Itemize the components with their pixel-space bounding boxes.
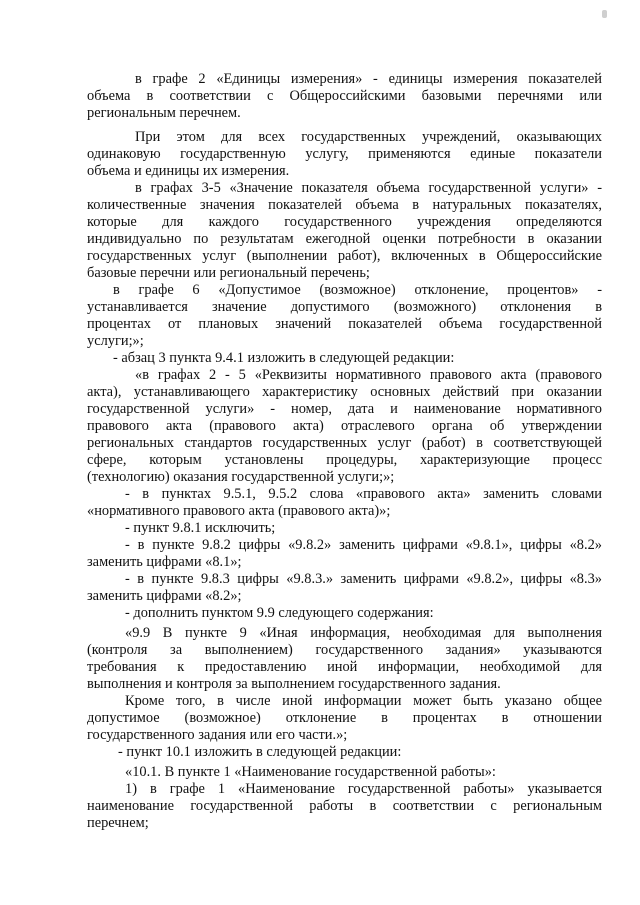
text-line: правового акта (правового акта) отраслевого органа об утверждении	[87, 418, 602, 434]
text-line: акта), устанавливающего характеристику основных действий при оказании	[87, 384, 602, 400]
text-line: объема в соответствии с Общероссийскими базовыми перечнями или	[87, 88, 602, 104]
text-line: наименование государственной работы в соответствии с региональным	[87, 798, 602, 814]
text-line: в графах 3-5 «Значение показателя объема государственной услуги» -	[135, 180, 602, 196]
text-line: «9.9 В пункте 9 «Иная информация, необходимая для выполнения	[125, 625, 602, 641]
text-line: «нормативного правового акта (правового акта)»;	[87, 503, 391, 519]
text-line: - в пункте 9.8.2 цифры «9.8.2» заменить цифрами «9.8.1», цифры «8.2»	[125, 537, 602, 553]
text-line: региональных стандартов государственных услуг (работ) в соответствующей	[87, 435, 602, 451]
text-line: в графе 2 «Единицы измерения» - единицы измерения показателей	[135, 71, 602, 87]
text-line: «в графах 2 - 5 «Реквизиты нормативного правового акта (правового	[135, 367, 602, 383]
text-line: одинаковую государственную услугу, применяются единые показатели	[87, 146, 602, 162]
text-line: региональным перечнем.	[87, 105, 241, 121]
text-line: количественные значения показателей объема в натуральных показателях,	[87, 197, 602, 213]
text-line: перечнем;	[87, 815, 149, 831]
text-line: «10.1. В пункте 1 «Наименование государственной работы»:	[125, 764, 496, 780]
text-line: - пункт 10.1 изложить в следующей редакции:	[118, 744, 402, 760]
text-line: сфере, которым установлены процедуры, характеризующие процесс	[87, 452, 602, 468]
text-line: объема и единицы их измерения.	[87, 163, 290, 179]
text-line: требования к предоставлению иной информации, необходимой для	[87, 659, 602, 675]
text-line: процентах от плановых значений показателей объема государственной	[87, 316, 602, 332]
text-line: услуги;»;	[87, 333, 144, 349]
text-line: (контроля за выполнением) государственного задания» указываются	[87, 642, 602, 658]
text-line: государственных услуг (выполнении работ), включенных в Общероссийские	[87, 248, 602, 264]
text-line: индивидуально по результатам ежегодной оценки потребности в оказании	[87, 231, 602, 247]
text-line: устанавливается значение допустимого (возможного) отклонения в	[87, 299, 602, 315]
text-line: базовые перечни или региональный перечень;	[87, 265, 370, 281]
text-line: допустимое (возможное) отклонение в процентах в отношении	[87, 710, 602, 726]
text-line: - дополнить пунктом 9.9 следующего содержания:	[125, 605, 434, 621]
text-line: в графе 6 «Допустимое (возможное) отклонение, процентов» -	[113, 282, 602, 298]
text-line: - в пункте 9.8.3 цифры «9.8.3.» заменить цифрами «9.8.2», цифры «8.3»	[125, 571, 602, 587]
text-line: (технологию) оказания государственной услуги;»;	[87, 469, 395, 485]
text-line: заменить цифрами «8.1»;	[87, 554, 242, 570]
text-line: 1) в графе 1 «Наименование государственной работы» указывается	[125, 781, 602, 797]
text-line: выполнения и контроля за выполнением государственного задания.	[87, 676, 501, 692]
text-line: которые для каждого государственного учреждения определяются	[87, 214, 602, 230]
scan-mark	[602, 10, 607, 18]
text-line: государственной услуги» - номер, дата и наименование нормативного	[87, 401, 602, 417]
text-line: Кроме того, в числе иной информации может быть указано общее	[125, 693, 602, 709]
text-line: - в пунктах 9.5.1, 9.5.2 слова «правового акта» заменить словами	[125, 486, 602, 502]
text-line: - пункт 9.8.1 исключить;	[125, 520, 276, 536]
text-line: - абзац 3 пункта 9.4.1 изложить в следующей редакции:	[113, 350, 455, 366]
text-line: государственного задания или его части.»;	[87, 727, 348, 743]
text-line: При этом для всех государственных учреждений, оказывающих	[135, 129, 602, 145]
text-line: заменить цифрами «8.2»;	[87, 588, 242, 604]
